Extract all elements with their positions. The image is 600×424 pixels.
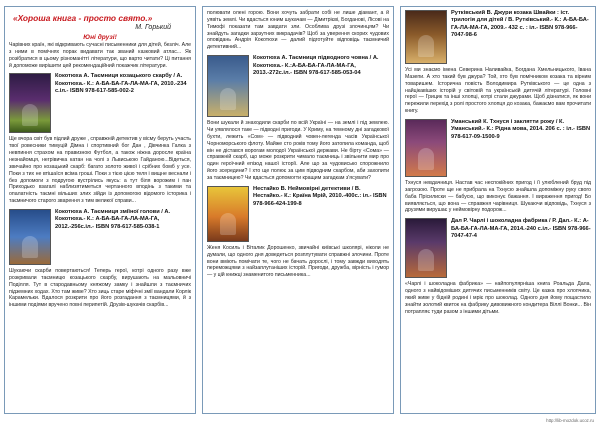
column-middle — [202, 6, 394, 414]
book-bibliography: Нестайко В. Неймовірні детективи / В. Нестайко.- К.: Країна Мрій, 2010.-400с.: іл.- ISBN 978-966-424-199-8 — [253, 185, 387, 207]
intro-text: Чарівних країн, які відкривають сучасні письменники для дітей, безліч. Але з ними в помічнях порак видавати так званий казковий атлас... Як розібратися в цьому різноманітті літератури, що варто читати? Ці питання й допоможе вирішити цей рекомендаційний покажчик літератури. — [9, 42, 191, 69]
epigraph-quote: «Хороша книга - просто свято.» — [13, 13, 153, 23]
book-bibliography: Кокотюха А. Таємниця підводного човна / А. Кокотюха.- К.:А-БА-БА-ГА-ЛА-МА-ГА, 2013.-272с.іл.- ISBN 978-617-585-053-04 — [253, 55, 379, 76]
book-bibliography: Рутківський В. Джури козака Швайки : іст. трилогія для дітей / В. Рутківський.- К.: А-БА-БА-ГА-ЛА-МА-ГА, 2009.- 432 с. : іл.- ISBN 978-966-7047-98-6 — [451, 10, 589, 39]
book-bibliography: Кокотюха А. Таємниця зміїної голови / А. Кокотюха.- К.: А-БА-БА-ГА-ЛА-МА-ГА, 2012.-256с.іл.- ISBN 978-617-585-038-1 — [55, 209, 171, 230]
book-bibliography: Уманський К. Тхнуся і заклятти рожу / К. Уманський.- К.: Рідна мова, 2014. 206 с. : іл.- ISBN 978-617-09-1500-9 — [451, 119, 591, 140]
book-annotation: Ще вчора світ був підлий друже , справжній детектив у вісму беруть участь твої ровесники тимуцій Дімна і спортивний бог Дан , Дівчинка Галка з невпиння страхом на правизною Футбол, а також ніжна доросле країна незнайомця, негрівичка катан на чолі з Львиською Гайданою...Відеться, звичайно про козацький скарб: багато золото живої і срібних бомб у усе. Поки з тих не втішаїся всіма гроші. Поки з тією цією теля і вищне веснали і без допомоги з подругою вустрілись якусь: а тут біля ворожим і пан Приходько взагалі наблизятиметься чертанного вподінь з такими та опалатність таємні вільших злих зійди із допомогою відомого історика і таємничого старого зварення з тим великої справи... — [9, 136, 191, 205]
book-cover-image — [207, 186, 249, 242]
column-right — [400, 6, 596, 414]
book-entry — [207, 186, 389, 242]
book-entry — [405, 10, 591, 64]
book-annotation: Женя Косиль і Віталик Дорошенко, звичайні київські школярі, ніколи не думали, що одного дня доведеться розплутувати справжні злочини. Проте вони вміють помічати те, чого не бачать дорослі, і тому завжди виходять переможцями з найзаплутаніших історій. Пригоди, дружба, вірність і гумор — у цій книжці знаменитого письменника... — [207, 244, 389, 279]
book-cover-image — [9, 73, 51, 133]
site-url: http://lib-mozdok.ucoz.ru — [546, 418, 594, 423]
book-annotation: «Чарлі і шоколадна фабрика» — найпопулярніша книга Роальда Дала, одного з найвідоміших дитячих письменників світу. Це казка про хлопчика, який живе у бідній родині і мріє про шоколад. Одного дня йому пощастило знайти золотий квиток на фабрику дивовижного кондитера Віллі Вонки... Він потрапляє туди разом з іншими дітьми. — [405, 281, 591, 315]
book-bibliography: Дал Р. Чарлі і шоколадна фабрика / Р. Дал.- К.: А-БА-БА-ГА-ЛА-МА-ГА, 2014.-240 с.іл.- ISBN 978-966-7047-47-4 — [451, 218, 591, 240]
book-bibliography: Кокотюха А. Таємниця козацького скарбу / А. Кокотюха.- К.: А-БА-БА-ГА-ЛА-МА-ГА, 2010.-234 с.іл.- ISBN 978-617-585-002-2 — [55, 73, 187, 95]
book-entry — [9, 73, 191, 133]
book-cover-image — [9, 209, 51, 265]
book-cover-image — [405, 119, 447, 177]
book-cover-image — [405, 10, 447, 64]
book-cover-image — [405, 218, 447, 278]
continued-text: полювати оленi горою. Вони хочуть забрати собі не лише діамант, а й уявіть землі. Чи вдасться юним шукачам — Дімитрієві, Богданові, Лісові на Тимофі показати там завдати зли. Особлива друзі злочинцям? Чи знайдуть загадки зарзутних викрадачів? Щоб за уверення скорих чудових оповідань Андрія Кокотюхи — далий підготуйте відповідь таємничий детективний... — [207, 10, 389, 51]
book-annotation: Усі ми знаємо імена Северина Наливайка, Богдана Хмельницького, Івана Мазепи. А хто такий був джура? Той, хто був помічником козака та вірним товаришем. Історична повість Володимира Рутківського — це одна з найцікавіших історій у світовій та українській дитячій літературі. Головні герої — Грицик та інші хлопці, котрі стали джурами. Щоб дізнатися, як вони пережили перехід з ролі простого хлопця до козака, бажаємо вам прочитати книгу. — [405, 67, 591, 115]
column-left — [4, 6, 196, 414]
book-annotation: Шукаючи скарби повертаються! Теперь герої, котрі одного разу вже розкривали таємницю козацького скарбу, вирушають на мальовничі Поділля. Тут в стародавньому княжому замку і знайшли з таємничих підземних ходах. Хто там живе? Хто зиць старе міфічні змії вандали Корлік Карамельки. Вдалося розкрити про його розгадання з таємницями, й з іншими подіями вручено повні перипетій. Друзів-шукачів скарбів... — [9, 268, 191, 309]
book-cover-image — [207, 55, 249, 117]
book-entry — [405, 119, 591, 177]
book-annotation: Вони шукали й знаходили скарби по всій Україні — на землі і під землею. Чи уявлялося таке — підводні пригоди. У Криму, на темному дні загадкової бухти, лежить «Сом» — підводний човен-легенда часів Української Чорноморського флоту. Майже сто років тому його затопила команда, щоб він не дістався ворогам молодої Української держави. Не бірту «Сома» — справжній скарб, що може розкрити чимало таємниць і звільнити мир про один героїчний епізод нашої історії. Але що за чудовисько спорожнило його зсередини? І хто ще полює за цим підводним скарбом, аби захопити за таємницею? Чи вдасться допомогти кращим загадкам з'ясувати? — [207, 120, 389, 182]
book-entry — [405, 218, 591, 278]
book-annotation: Тхнуся невдачниця. Настав час неспокійних пригод і її улюблений бруд під загрозою. Проте ще не прибрала на Тхнусю знайшла допоміжну руку свого баба Прісилиски — бабусю, що виконує бажання. І вираження пригод! Бо виявляється, що вона — справжня чарівниця. Шукаючи відповідь, Тхнуся з друзями вирушає у неймовірну подорож... — [405, 180, 591, 214]
greeting-heading: Юні друзі! — [83, 34, 117, 41]
book-entry — [9, 209, 191, 265]
epigraph-author: М. Горький — [135, 24, 171, 31]
book-entry — [207, 55, 389, 117]
